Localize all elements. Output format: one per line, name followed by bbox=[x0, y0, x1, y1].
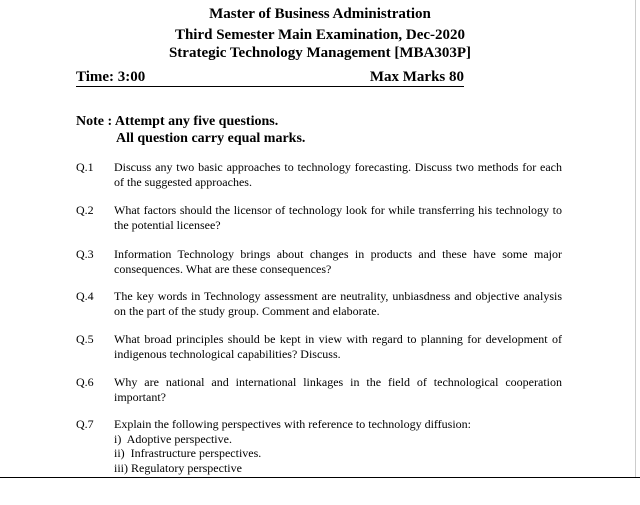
question-text: Information Technology brings about changes in products and these have some major consequences. What are these consequences? bbox=[114, 247, 562, 276]
note-line-1: Note : Attempt any five questions. bbox=[76, 114, 279, 129]
question-stem: Explain the following perspectives with reference to technology diffusion: bbox=[114, 417, 472, 431]
sub-item: ii) Infrastructure perspectives. bbox=[114, 446, 262, 460]
exam-time: Time: 3:00 bbox=[76, 69, 146, 85]
question-text: What broad principles should be kept in view with regard to planning for development of indigenous technological capabilities? Discuss. bbox=[114, 332, 562, 361]
question-number: Q.6 bbox=[76, 375, 94, 389]
course-title: Strategic Technology Management [MBA303P] bbox=[168, 45, 472, 61]
page-right-edge bbox=[635, 0, 636, 478]
question-number: Q.2 bbox=[76, 203, 94, 217]
question-number: Q.4 bbox=[76, 289, 94, 303]
question-number: Q.3 bbox=[76, 247, 94, 261]
exam-meta-row bbox=[76, 68, 464, 87]
question-text: Why are national and international linkages in the field of technological cooperation important? bbox=[114, 375, 562, 404]
exam-title: Third Semester Main Examination, Dec-2020 bbox=[174, 27, 466, 43]
question-number: Q.5 bbox=[76, 332, 94, 346]
sub-item: iii) Regulatory perspective bbox=[114, 460, 242, 475]
page-bottom-edge bbox=[0, 477, 640, 478]
sub-item: i) Adoptive perspective. bbox=[114, 431, 232, 446]
program-title: Master of Business Administration bbox=[209, 6, 431, 22]
note-line-2: All question carry equal marks. bbox=[116, 131, 306, 146]
question-text: Discuss any two basic approaches to technology forecasting. Discuss two methods for each of the suggested approaches. bbox=[114, 160, 562, 189]
meta-underline bbox=[76, 86, 464, 87]
question-number: Q.7 bbox=[76, 417, 94, 431]
max-marks: Max Marks 80 bbox=[369, 69, 464, 85]
question-text: What factors should the licensor of technology look for while transferring his technology to the potential licensee? bbox=[114, 203, 562, 232]
question-text: The key words in Technology assessment are neutrality, unbiasdness and objective analysis on the part of the study group. Comment and elaborate. bbox=[114, 289, 562, 318]
question-text bbox=[114, 417, 562, 475]
question-number: Q.1 bbox=[76, 160, 94, 174]
